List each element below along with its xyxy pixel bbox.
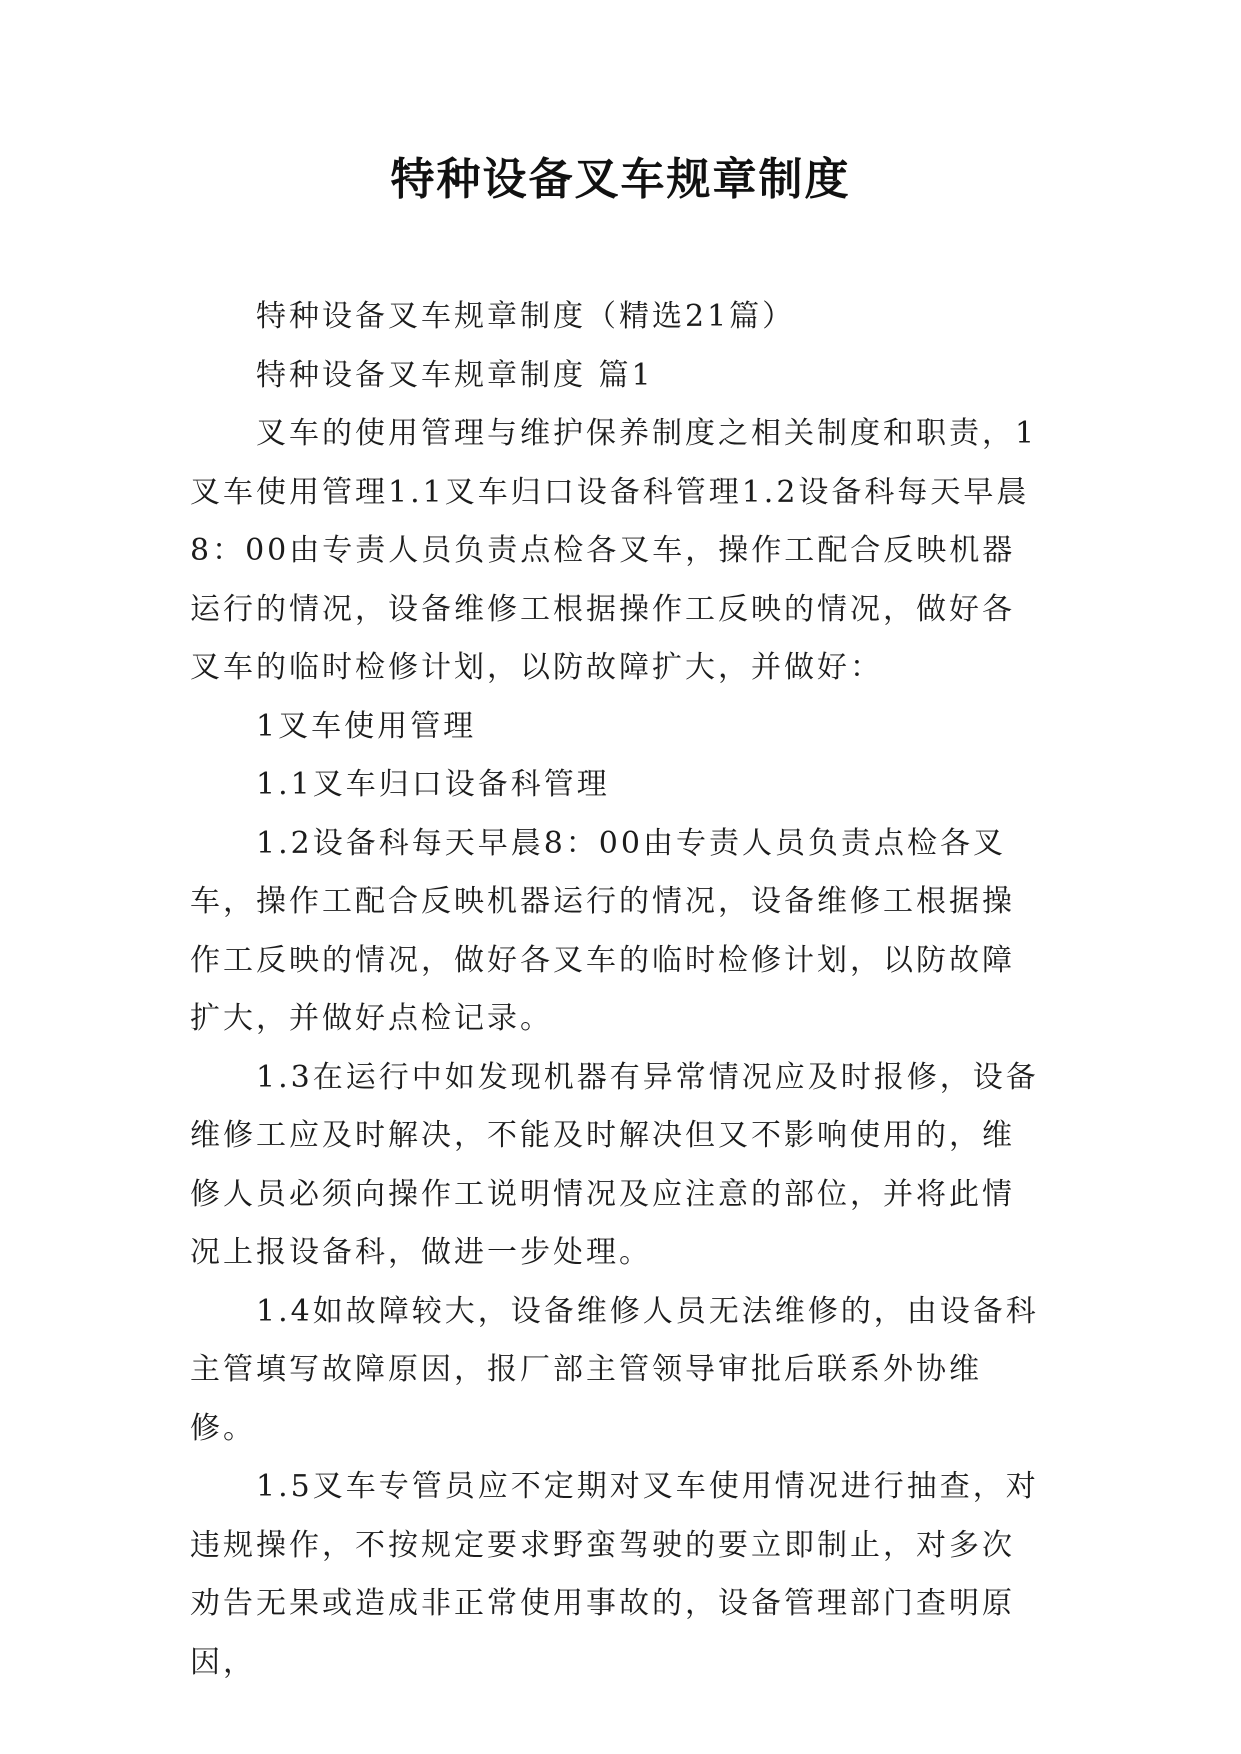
paragraph-item-1-4: 1.4如故障较大，设备维修人员无法维修的，由设备科主管填写故障原因，报厂部主管领导审批后联系外协维修。 — [190, 1293, 1039, 1446]
document-body — [190, 288, 1046, 1692]
document-title: 特种设备叉车规章制度 — [390, 154, 851, 205]
paragraph-item-1-5: 1.5叉车专管员应不定期对叉车使用情况进行抽查，对违规操作，不按规定要求野蛮驾驶的要立即制止，对多次劝告无果或造成非正常使用事故的，设备管理部门查明原因， — [190, 1469, 1039, 1680]
paragraph-subtitle: 特种设备叉车规章制度（精选21篇） — [256, 299, 796, 334]
paragraph-intro: 叉车的使用管理与维护保养制度之相关制度和职责，1叉车使用管理1.1叉车归口设备科管理1.2设备科每天早晨8：00由专责人员负责点检各叉车，操作工配合反映机器运行的情况，设备维修工根据操作工反映的情况，做好各叉车的临时检修计划，以防故障扩大，并做好： — [190, 416, 1038, 685]
paragraph-item-1-2: 1.2设备科每天早晨8：00由专责人员负责点检各叉车，操作工配合反映机器运行的情况，设备维修工根据操作工反映的情况，做好各叉车的临时检修计划，以防故障扩大，并做好点检记录。 — [190, 825, 1015, 1036]
paragraph-item-1-3: 1.3在运行中如发现机器有异常情况应及时报修，设备维修工应及时解决，不能及时解决但又不影响使用的，维修人员必须向操作工说明情况及应注意的部位，并将此情况上报设备科，做进一步处理。 — [190, 1059, 1039, 1270]
paragraph-item-1: 1叉车使用管理 — [256, 708, 477, 744]
paragraph-section-heading: 特种设备叉车规章制度 篇1 — [256, 357, 654, 393]
paragraph-item-1-1: 1.1叉车归口设备科管理 — [256, 767, 610, 802]
